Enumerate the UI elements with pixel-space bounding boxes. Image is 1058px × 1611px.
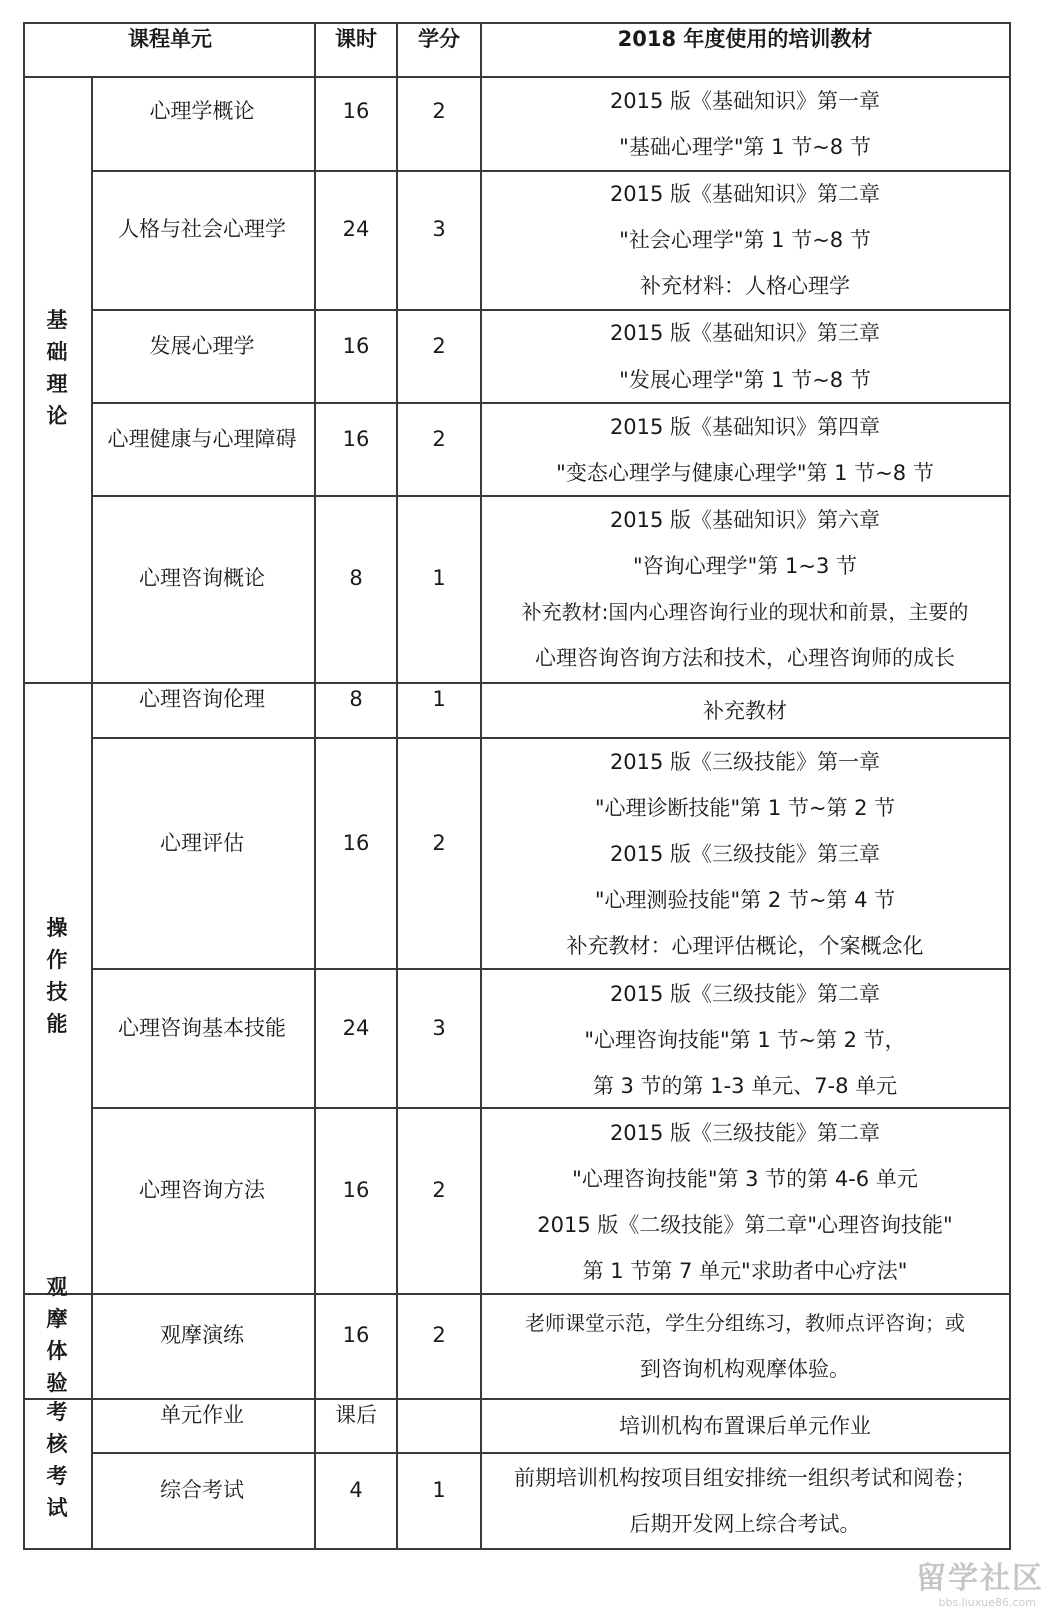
course-credits: 3	[432, 217, 446, 241]
material-line: 2015 版《基础知识》第四章	[609, 415, 881, 439]
course-name: 心理评估	[160, 831, 244, 855]
course-hours: 8	[349, 566, 363, 590]
material-line: 到咨询机构观摩体验。	[640, 1357, 850, 1381]
material-line: "社会心理学"第 1 节~8 节	[619, 228, 871, 252]
table-border-left	[23, 22, 25, 1550]
course-credits: 2	[432, 334, 446, 358]
row-divider	[91, 1107, 1010, 1109]
row-divider	[91, 495, 1010, 497]
course-name: 心理咨询基本技能	[118, 1016, 286, 1040]
section-divider	[23, 1293, 1010, 1295]
course-hours: 课后	[335, 1403, 377, 1427]
course-name: 心理咨询概论	[139, 566, 265, 590]
row-divider	[91, 309, 1010, 311]
material-line: 补充教材:国内心理咨询行业的现状和前景，主要的	[521, 600, 969, 624]
course-credits: 3	[432, 1016, 446, 1040]
course-credits: 1	[432, 1478, 446, 1502]
category-divider	[91, 77, 93, 1550]
course-credits: 2	[432, 427, 446, 451]
material-line: "心理测验技能"第 2 节~第 4 节	[594, 888, 896, 912]
material-line: 2015 版《二级技能》第二章"心理咨询技能"	[537, 1213, 953, 1237]
section-divider	[23, 1398, 1010, 1400]
category-observation: 观摩 体验	[46, 1275, 68, 1395]
material-line: 2015 版《三级技能》第三章	[609, 842, 881, 866]
course-hours: 16	[342, 1323, 370, 1347]
material-line: 2015 版《基础知识》第二章	[609, 182, 881, 206]
material-line: 第 3 节的第 1-3 单元、7-8 单元	[592, 1074, 898, 1098]
course-hours: 16	[342, 334, 370, 358]
course-name: 心理咨询方法	[139, 1178, 265, 1202]
course-name: 人格与社会心理学	[118, 217, 286, 241]
course-credits: 2	[432, 831, 446, 855]
course-credits: 1	[432, 566, 446, 590]
material-line: 2015 版《基础知识》第三章	[609, 321, 881, 345]
course-name: 心理学概论	[149, 99, 255, 123]
row-divider	[91, 968, 1010, 970]
course-hours: 4	[349, 1478, 363, 1502]
material-line: 前期培训机构按项目组安排统一组织考试和阅卷；	[514, 1466, 976, 1490]
watermark-url: bbs.liuxue86.com	[938, 1596, 1036, 1609]
course-name: 心理咨询伦理	[139, 687, 265, 711]
column-divider	[314, 22, 316, 1550]
course-name: 单元作业	[160, 1403, 244, 1427]
material-line: "心理咨询技能"第 3 节的第 4-6 单元	[572, 1167, 918, 1191]
header-credits: 学分	[418, 27, 460, 51]
course-hours: 16	[342, 427, 370, 451]
material-line: 后期开发网上综合考试。	[629, 1512, 861, 1536]
material-line: 2015 版《三级技能》第二章	[609, 982, 881, 1006]
material-line: 2015 版《三级技能》第一章	[609, 750, 881, 774]
course-name: 发展心理学	[149, 334, 255, 358]
material-line: "发展心理学"第 1 节~8 节	[619, 368, 871, 392]
header-unit: 课程单元	[128, 27, 212, 51]
course-hours: 24	[342, 217, 370, 241]
category-operation-skills: 操作 技能	[46, 916, 68, 1036]
row-divider	[91, 402, 1010, 404]
header-materials: 2018 年度使用的培训教材	[617, 27, 873, 51]
material-line: 补充教材：心理评估概论，个案概念化	[566, 934, 924, 958]
course-credits: 2	[432, 1323, 446, 1347]
material-line: "咨询心理学"第 1~3 节	[633, 554, 857, 578]
header-hours: 课时	[335, 27, 377, 51]
course-hours: 16	[342, 99, 370, 123]
course-hours: 16	[342, 1178, 370, 1202]
column-divider	[480, 22, 482, 1550]
section-divider	[23, 682, 1010, 684]
material-line: "心理咨询技能"第 1 节~第 2 节，	[584, 1028, 906, 1052]
course-hours: 24	[342, 1016, 370, 1040]
table-border-right	[1009, 22, 1011, 1550]
course-hours: 16	[342, 831, 370, 855]
material-line: 第 1 节第 7 单元"求助者中心疗法"	[582, 1259, 908, 1283]
material-line: "变态心理学与健康心理学"第 1 节~8 节	[556, 461, 934, 485]
header-divider	[23, 76, 1010, 78]
course-credits: 1	[432, 687, 446, 711]
material-line: 补充材料：人格心理学	[640, 274, 850, 298]
material-line: 培训机构布置课后单元作业	[619, 1414, 871, 1438]
course-name: 心理健康与心理障碍	[107, 427, 297, 451]
row-divider	[91, 170, 1010, 172]
material-line: 2015 版《基础知识》第六章	[609, 508, 881, 532]
course-name: 观摩演练	[160, 1323, 244, 1347]
course-credits: 2	[432, 99, 446, 123]
course-name: 综合考试	[160, 1478, 244, 1502]
row-divider	[91, 1452, 1010, 1454]
material-line: 补充教材	[703, 699, 787, 723]
category-basic-theory: 基础 理论	[46, 308, 68, 428]
material-line: 2015 版《三级技能》第二章	[609, 1121, 881, 1145]
material-line: 2015 版《基础知识》第一章	[609, 89, 881, 113]
row-divider	[91, 737, 1010, 739]
watermark-logo: 留学社区	[916, 1561, 1044, 1596]
material-line: 老师课堂示范，学生分组练习，教师点评咨询；或	[525, 1311, 965, 1335]
material-line: "基础心理学"第 1 节~8 节	[619, 135, 871, 159]
table-border-top	[23, 22, 1010, 24]
material-line: 心理咨询咨询方法和技术，心理咨询师的成长	[535, 646, 955, 670]
course-hours: 8	[349, 687, 363, 711]
material-line: "心理诊断技能"第 1 节~第 2 节	[594, 796, 896, 820]
table-border-bottom	[23, 1548, 1010, 1550]
column-divider	[396, 22, 398, 1550]
category-assessment: 考核 考试	[46, 1400, 68, 1520]
course-credits: 2	[432, 1178, 446, 1202]
